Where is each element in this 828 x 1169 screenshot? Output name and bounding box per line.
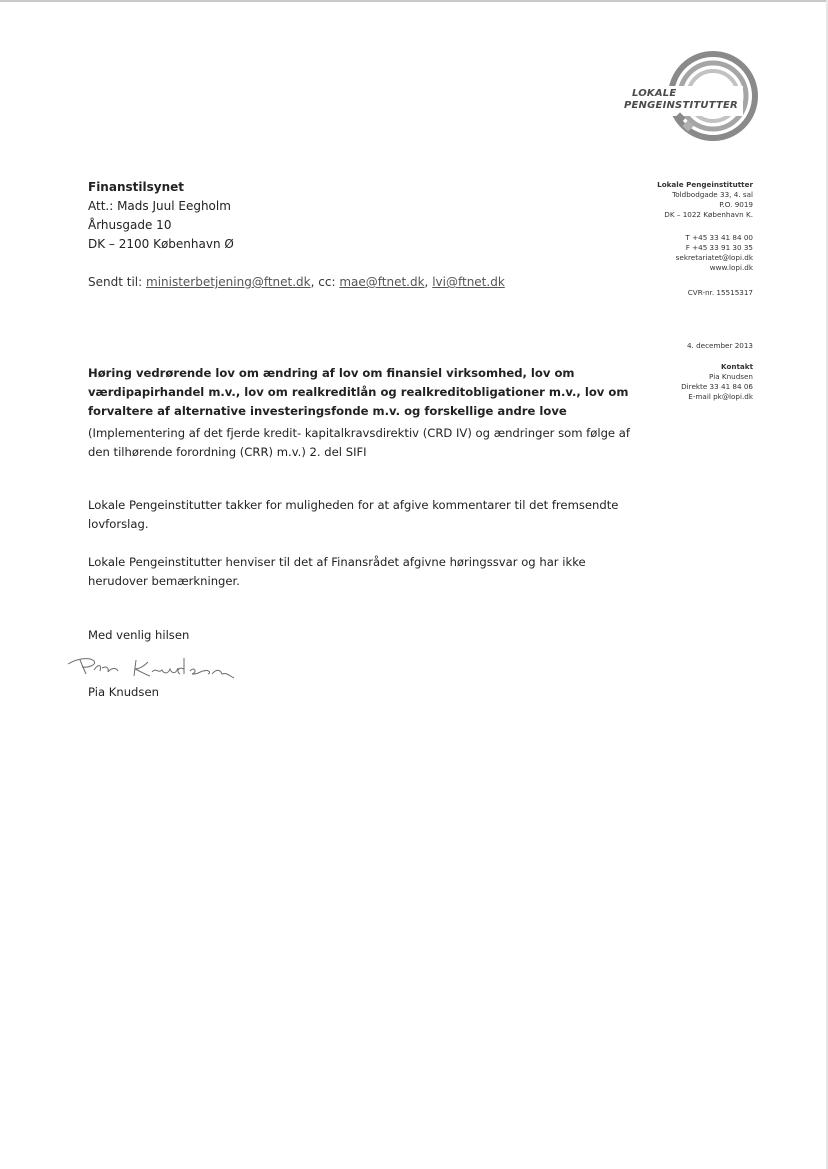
contact-heading: Kontakt xyxy=(721,362,753,371)
recipient-att: Att.: Mads Juul Eegholm xyxy=(88,199,231,213)
logo-line1: LOKALE xyxy=(632,88,677,99)
letter-subject: Høring vedrørende lov om ændring af lov om finansiel virksomhed, lov om værdipapirhandel m.v., lov om realkreditlån og realkreditobligationer m.v., lov om forvaltere af alternative investeringsfonde m.v. og forskellige andre love xyxy=(88,366,629,418)
recipient-block xyxy=(88,178,234,254)
handwritten-signature xyxy=(64,652,244,684)
sender-fax: F +45 33 91 30 35 xyxy=(685,243,753,252)
sender-contact-block xyxy=(676,233,753,273)
sender-cvr: CVR-nr. 15515317 xyxy=(687,288,753,297)
contact-block xyxy=(681,362,753,402)
sender-block xyxy=(657,180,753,220)
recipient-city: DK – 2100 København Ø xyxy=(88,237,234,251)
logo xyxy=(618,50,768,150)
sent-to-email-link[interactable]: ministerbetjening@ftnet.dk xyxy=(146,275,311,289)
signatory-name: Pia Knudsen xyxy=(88,685,159,699)
cc1-email-link[interactable]: mae@ftnet.dk xyxy=(339,275,425,289)
logo-line2: PENGEINSTITUTTER xyxy=(624,100,738,111)
sent-to-line xyxy=(88,275,505,289)
recipient-name: Finanstilsynet xyxy=(88,180,184,194)
letter-subtitle: (Implementering af det fjerde kredit- kapitalkravsdirektiv (CRD IV) og ændringer som følge af den tilhørende forordning (CRR) m.v.) 2. del SIFI xyxy=(88,426,630,459)
contact-name: Pia Knudsen xyxy=(709,372,753,381)
sender-phone: T +45 33 41 84 00 xyxy=(685,233,753,242)
sender-web: www.lopi.dk xyxy=(709,263,753,272)
cc-separator: , xyxy=(424,275,429,289)
recipient-street: Århusgade 10 xyxy=(88,218,172,232)
scan-edge-top xyxy=(0,0,828,2)
contact-direct: Direkte 33 41 84 06 xyxy=(681,382,753,391)
signature-icon xyxy=(64,652,244,684)
cc2-email-link[interactable]: lvi@ftnet.dk xyxy=(432,275,505,289)
letter-date: 4. december 2013 xyxy=(686,341,753,350)
contact-email: E-mail pk@lopi.dk xyxy=(688,392,753,401)
body-paragraph-2: Lokale Pengeinstitutter henviser til det af Finansrådet afgivne høringssvar og har ikke herudover bemærkninger. xyxy=(88,555,586,588)
closing-greeting: Med venlig hilsen xyxy=(88,628,190,642)
sender-address2: P.O. 9019 xyxy=(719,200,753,209)
sent-to-label: Sendt til: xyxy=(88,275,143,289)
body-paragraph-1: Lokale Pengeinstitutter takker for muligheden for at afgive kommentarer til det fremsendte lovforslag. xyxy=(88,498,619,531)
sender-address3: DK – 1022 København K. xyxy=(664,210,753,219)
sender-email: sekretariatet@lopi.dk xyxy=(675,253,753,262)
sender-org: Lokale Pengeinstitutter xyxy=(657,180,753,189)
cc-label: , cc: xyxy=(310,275,336,289)
sender-address1: Toldbodgade 33, 4. sal xyxy=(672,190,753,199)
